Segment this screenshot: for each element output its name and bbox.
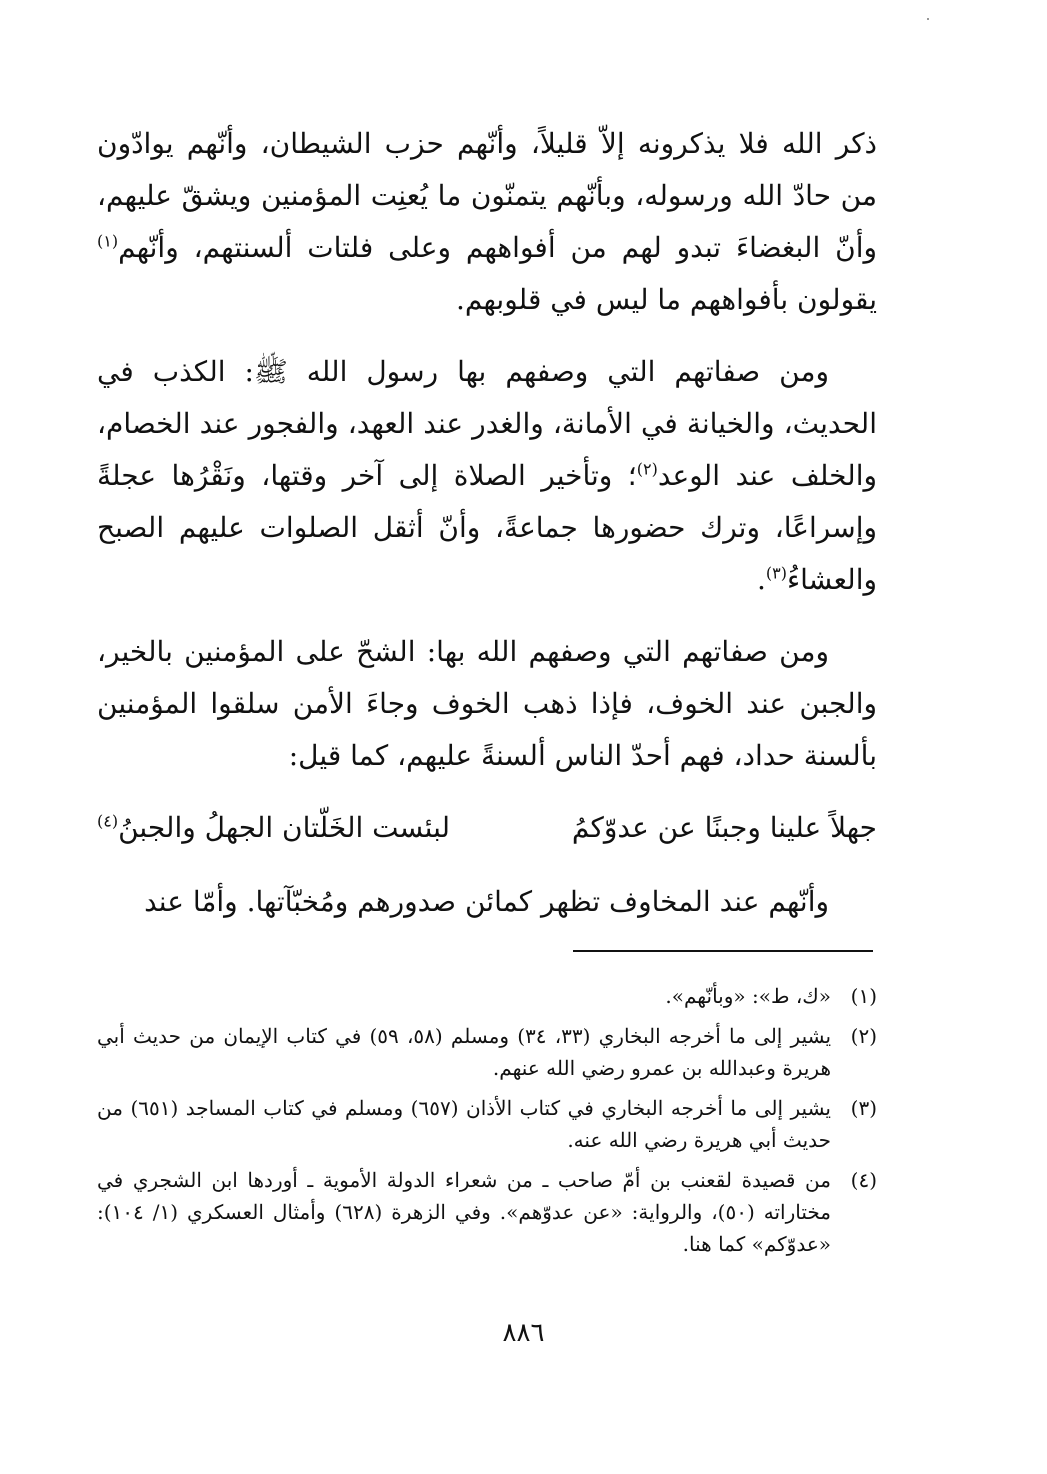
verse-first-hemistich bbox=[572, 802, 877, 854]
footnote-ref-3: (٣) bbox=[765, 563, 787, 583]
footnote-4-text: من قصيدة لقعنب بن أمّ صاحب ـ من شعراء الدولة الأموية ـ أوردها ابن الشجري في مختاراته (٥٠)، والرواية: «عن عدوّهم». وفي الزهرة (٦٢٨) وأمثال العسكري (١/ ١٠٤): «عدوّكم» كما هنا. bbox=[97, 1168, 831, 1256]
footnote-2 bbox=[97, 1020, 877, 1084]
footnote-1-text: «ك، ط»: «وبأنّهم». bbox=[665, 984, 831, 1008]
paragraph-2 bbox=[97, 346, 877, 606]
paragraph-1-text: ذكر الله فلا يذكرونه إلاّ قليلاً، وأنّهم حزب الشيطان، وأنّهم يوادّون من حادّ الله ورسوله، وبأنّهم يتمنّون ما يُعنِت المؤمنين ويشقّ عليهم، وأنّ البغضاءَ تبدو لهم من أفواههم وعلى فلتات ألسنتهم، وأنّهم bbox=[97, 127, 877, 264]
paragraph-4-text: وأنّهم عند المخاوف تظهر كمائن صدورهم ومُخبّآتها. وأمّا عند bbox=[144, 885, 829, 918]
footnote-2-text: يشير إلى ما أخرجه البخاري (٣٣، ٣٤) ومسلم (٥٨، ٥٩) في كتاب الإيمان من حديث أبي هريرة وعبدالله بن عمرو رضي الله عنهم. bbox=[97, 1024, 832, 1080]
footnote-ref-1: (١) bbox=[97, 231, 119, 251]
footnote-separator bbox=[573, 950, 873, 952]
paragraph-2-text: ومن صفاتهم التي وصفهم بها رسول الله ﷺ: الكذب في الحديث، والخيانة في الأمانة، والغدر عند العهد، والفجور عند الخصام، والخلف عند الوعد bbox=[97, 355, 878, 492]
footnote-1-number: (١) bbox=[850, 984, 877, 1008]
paragraph-1 bbox=[97, 118, 877, 326]
footnote-3-text: يشير إلى ما أخرجه البخاري في كتاب الأذان (٦٥٧) ومسلم في كتاب المساجد (٦٥١) من حديث أبي هريرة رضي الله عنه. bbox=[97, 1096, 831, 1152]
footnotes bbox=[97, 980, 877, 1268]
footnote-2-number: (٢) bbox=[850, 1024, 877, 1048]
footnote-ref-2: (٢) bbox=[636, 459, 658, 479]
footnote-3 bbox=[97, 1092, 877, 1156]
poetry-verse bbox=[97, 802, 877, 854]
footnote-3-number: (٣) bbox=[850, 1096, 877, 1120]
paragraph-3-text: ومن صفاتهم التي وصفهم الله بها: الشحّ على المؤمنين بالخير، والجبن عند الخوف، فإذا ذهب الخوف وجاءَ الأمن سلقوا المؤمنين بألسنة حداد، فهم أحدّ الناس ألسنةً عليهم، كما قيل: bbox=[97, 635, 877, 772]
paragraph-1-tail: يقولون بأفواههم ما ليس في قلوبهم. bbox=[455, 283, 877, 316]
footnote-4-number: (٤) bbox=[850, 1168, 877, 1192]
verse-second-hemistich bbox=[97, 802, 450, 854]
paragraph-2-end: . bbox=[756, 563, 766, 596]
paragraph-3 bbox=[97, 626, 877, 782]
footnote-1 bbox=[97, 980, 877, 1012]
paragraph-2-tail: ؛ وتأخير الصلاة إلى آخر وقتها، ونَقْرُها عجلةً وإسراعًا، وترك حضورها جماعةً، وأنّ أثقل الصلوات عليهم الصبح والعشاءُ bbox=[97, 459, 877, 596]
page-number: ٨٨٦ bbox=[502, 1318, 545, 1348]
scan-speck bbox=[927, 18, 929, 20]
verse-second-text: لبئست الخَلّتان الجهلُ والجبنُ bbox=[118, 811, 451, 844]
verse-first-text: جهلاً علينا وجبنًا عن عدوّكمُ bbox=[571, 811, 877, 844]
footnote-ref-4: (٤) bbox=[97, 811, 119, 831]
main-text bbox=[97, 118, 877, 948]
paragraph-4 bbox=[97, 876, 877, 928]
footnote-4 bbox=[97, 1164, 877, 1260]
